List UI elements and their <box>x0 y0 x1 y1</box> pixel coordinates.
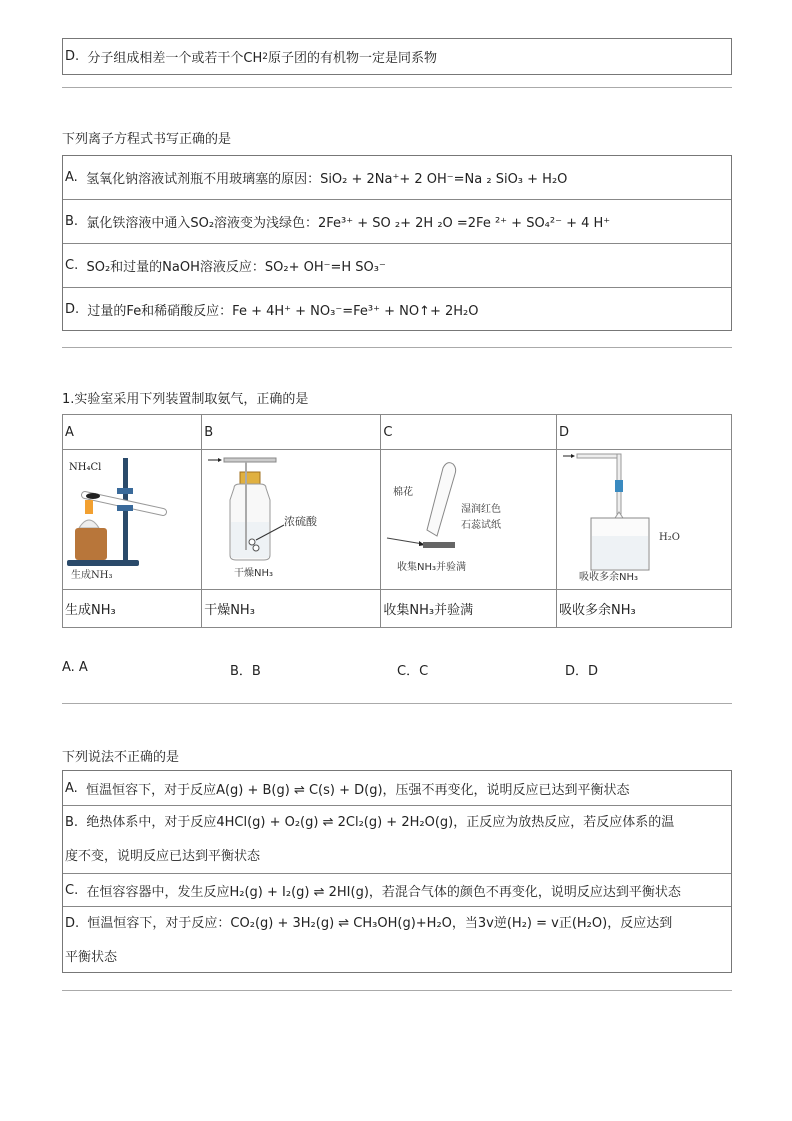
question-title: 下列离子方程式书写正确的是 <box>62 132 232 147</box>
option-text-line1: 恒温恒容下，对于反应：CO₂(g) + 3H₂(g) ⇌ CH₃OH(g)+H₂O，当3v逆(H₂) = v正(H₂O)，反应达到 <box>87 916 673 931</box>
option-label: D. <box>65 301 80 317</box>
option-label: C. <box>65 258 79 273</box>
svg-text:生成NH₃: 生成NH₃ <box>71 570 113 581</box>
heating-apparatus-icon <box>65 450 200 585</box>
divider <box>62 87 732 88</box>
header-d: D <box>557 415 732 450</box>
figure-b <box>202 450 381 590</box>
svg-text:浓硫酸: 浓硫酸 <box>284 515 318 528</box>
option-text: SO₂和过量的NaOH溶液反应：SO₂+ OH⁻=H SO₃⁻ <box>86 260 386 275</box>
choice-a[interactable]: A. A <box>62 660 88 675</box>
gas-washing-bottle-icon <box>204 450 379 585</box>
subscript: 2 <box>262 51 269 62</box>
choice-c[interactable]: C．C <box>397 664 429 679</box>
question-title: 下列说法不正确的是 <box>62 750 180 765</box>
q3-option-c[interactable] <box>63 874 731 907</box>
divider <box>62 990 732 991</box>
svg-text:收集NH₃并验满: 收集NH₃并验满 <box>397 562 467 573</box>
option-text-post: 原子团的有机物一定是同系物 <box>268 51 438 66</box>
q3-option-d[interactable] <box>63 907 731 972</box>
apparatus-table <box>62 414 732 628</box>
option-label: B. <box>65 214 79 229</box>
svg-text:棉花: 棉花 <box>393 487 414 498</box>
q1-option-b[interactable] <box>63 200 731 244</box>
choice-b[interactable]: B．B <box>230 664 261 679</box>
svg-text:干燥NH₃: 干燥NH₃ <box>234 568 274 579</box>
q1-option-a[interactable] <box>63 156 731 200</box>
absorption-beaker-icon <box>559 450 731 585</box>
description-b: 干燥NH₃ <box>202 590 381 628</box>
q1-option-d[interactable] <box>63 288 731 330</box>
q3-option-a[interactable] <box>63 771 731 806</box>
option-label: A. <box>65 780 78 796</box>
header-a: A <box>63 415 202 450</box>
option-text-line2: 平衡状态 <box>65 950 118 965</box>
option-text-line1: 绝热体系中，对于反应4HCl(g) + O₂(g) ⇌ 2Cl₂(g) + 2H₂O(g)，正反应为放热反应，若反应体系的温 <box>86 815 675 830</box>
option-text: 氢氧化钠溶液试剂瓶不用玻璃塞的原因：SiO₂ + 2Na⁺+ 2 OH⁻=Na ₂ SiO₃ + H₂O <box>86 172 568 187</box>
description-a: 生成NH₃ <box>63 590 202 628</box>
option-label: A. <box>65 170 78 185</box>
q1-option-c[interactable] <box>63 244 731 288</box>
description-d: 吸收多余NH₃ <box>557 590 732 628</box>
svg-text:湿润红色: 湿润红色 <box>461 504 502 515</box>
option-label: B. <box>65 815 79 830</box>
q3-option-b[interactable] <box>63 806 731 874</box>
option-text-line2: 度不变，说明反应已达到平衡状态 <box>65 849 261 864</box>
header-c: C <box>381 415 557 450</box>
figure-a <box>63 450 202 590</box>
svg-text:H₂O: H₂O <box>659 532 680 543</box>
option-text: 恒温恒容下，对于反应A(g) + B(g) ⇌ C(s) + D(g)，压强不再变化，说明反应已达到平衡状态 <box>86 782 630 798</box>
q0-option-d[interactable] <box>62 38 732 75</box>
figure-d <box>557 450 732 590</box>
svg-text:石蕊试纸: 石蕊试纸 <box>461 520 502 531</box>
option-text: 在恒容容器中，发生反应H₂(g) + I₂(g) ⇌ 2HI(g)，若混合气体的颜色不再变化，说明反应达到平衡状态 <box>86 884 681 900</box>
question-title: 1.实验室采用下列装置制取氨气，正确的是 <box>62 392 309 407</box>
q1-options <box>62 155 732 331</box>
option-text: 过量的Fe和稀硝酸反应：Fe + 4H⁺ + NO₃⁻=Fe³⁺ + NO↑+ 2H₂O <box>87 303 479 319</box>
option-text: 氯化铁溶液中通入SO₂溶液变为浅绿色：2Fe³⁺ + SO ₂+ 2H ₂O =2Fe ²⁺ + SO₄²⁻ + 4 H⁺ <box>86 216 611 231</box>
option-label: C. <box>65 882 79 898</box>
option-label: D. <box>65 916 80 931</box>
figure-c <box>381 450 557 590</box>
q3-options <box>62 770 732 973</box>
option-label: D. <box>65 49 80 64</box>
option-text-pre: 分子组成相差一个或若干个CH <box>87 51 263 66</box>
divider <box>62 703 732 704</box>
divider <box>62 347 732 348</box>
header-b: B <box>202 415 381 450</box>
choice-d[interactable]: D．D <box>565 664 599 679</box>
svg-text:吸收多余NH₃: 吸收多余NH₃ <box>579 572 639 583</box>
description-c: 收集NH₃并验满 <box>381 590 557 628</box>
collection-tube-icon <box>383 450 555 585</box>
svg-text:NH₄Cl: NH₄Cl <box>69 462 102 473</box>
